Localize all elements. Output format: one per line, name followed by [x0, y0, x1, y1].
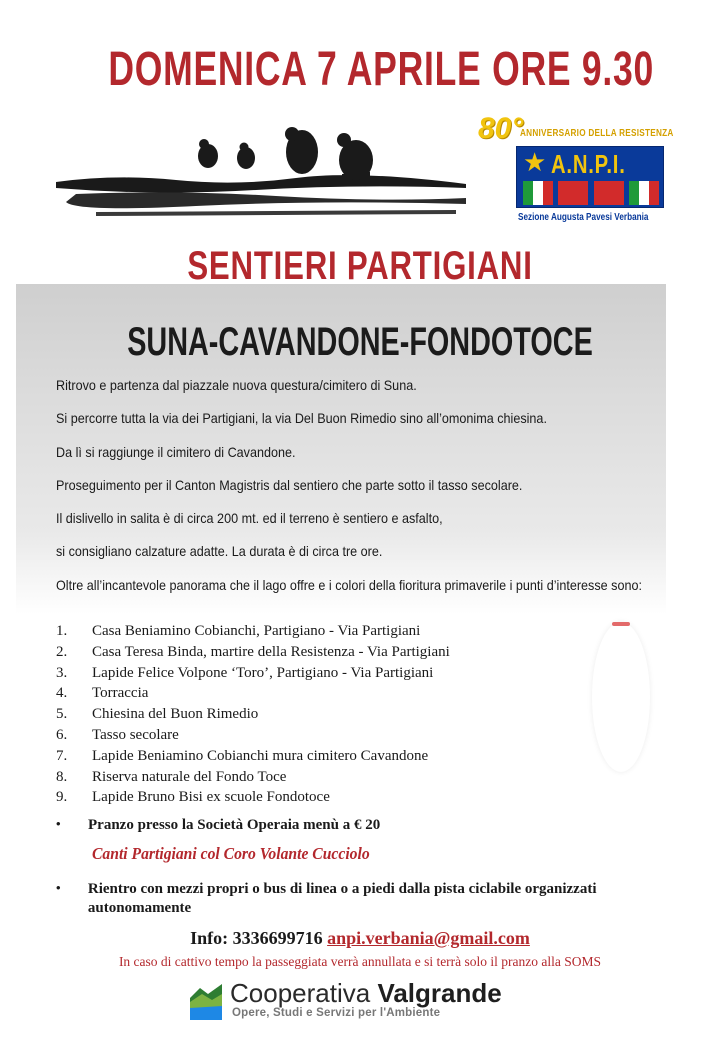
list-item: 7. Lapide Beniamino Cobianchi mura cimitero Cavandone — [56, 747, 429, 764]
event-title: SENTIERI PARTIGIANI — [187, 244, 533, 288]
anpi-name: A.N.P.I. — [551, 149, 626, 179]
anpi-badge — [516, 146, 664, 208]
anniversary-text: ANNIVERSARIO DELLA RESISTENZA — [520, 128, 674, 139]
paragraph-cemetery: Da lì si raggiunge il cimitero di Cavandone. — [56, 444, 296, 460]
anniversary-number: 80° — [478, 112, 524, 145]
list-item: 1. Casa Beniamino Cobianchi, Partigiano - Via Partigiani — [56, 623, 421, 639]
route-title: SUNA-CAVANDONE-FONDOTOCE — [127, 320, 593, 364]
list-item: 5. Chiesina del Buon Rimedio — [56, 706, 259, 723]
anpi-logo — [472, 112, 672, 228]
paragraph-route: Si percorre tutta la via dei Partigiani, la via Del Buon Rimedio sino all’omonima chiesina. — [56, 410, 547, 426]
partisans-silhouette-image — [56, 124, 466, 224]
sponsor-name: Cooperativa Valgrande — [230, 978, 502, 1008]
blurred-overlay — [592, 622, 650, 772]
list-item: 4. Torraccia — [56, 685, 149, 702]
event-date-headline: DOMENICA 7 APRILE ORE 9.30 — [108, 43, 654, 96]
star-icon: ★ — [523, 147, 547, 177]
list-item: 9. Lapide Bruno Bisi ex scuole Fondotoce — [56, 789, 330, 806]
paragraph-duration: si consigliano calzature adatte. La durata è di circa tre ore. — [56, 543, 383, 559]
anpi-section: Sezione Augusta Pavesi Verbania — [518, 212, 649, 223]
italian-flags-icon — [523, 181, 659, 205]
choir-note: Canti Partigiani col Coro Volante Cucciolo — [92, 844, 370, 863]
mountain-logo-icon — [190, 980, 222, 1020]
list-item: 2. Casa Teresa Binda, martire della Resistenza - Via Partigiani — [56, 643, 450, 660]
list-item: 6. Tasso secolare — [56, 726, 179, 743]
info-label: Info: — [190, 928, 229, 948]
points-of-interest-list — [56, 621, 596, 808]
weather-note: In caso di cattivo tempo la passeggiata verrà annullata e si terrà solo il pranzo alla SOMS — [118, 954, 602, 969]
contact-info — [0, 928, 720, 949]
sponsor-logo — [190, 976, 530, 1024]
list-item: 8. Riserva naturale del Fondo Toce — [56, 768, 287, 785]
paragraph-elevation: Il dislivello in salita è di circa 200 mt. ed il terreno è sentiero e asfalto, — [56, 510, 443, 526]
paragraph-points-intro: Oltre all’incantevole panorama che il lago offre e i colori della fioritura primaverile i punti d’interesse sono: — [56, 577, 642, 593]
paragraph-meeting: Ritrovo e partenza dal piazzale nuova questura/cimitero di Suna. — [56, 377, 417, 393]
email-link[interactable]: anpi.verbania@gmail.com — [327, 928, 530, 948]
sponsor-tagline: Opere, Studi e Servizi per l'Ambiente — [232, 1007, 441, 1019]
phone-number: 3336699716 — [232, 928, 323, 948]
return-bullet: • Rientro con mezzi propri o bus di linea o a piedi dalla pista ciclabile organizzati autonomamente — [56, 880, 597, 916]
lunch-bullet: • Pranzo presso la Società Operaia menù a € 20 — [56, 816, 381, 833]
list-item: 3. Lapide Felice Volpone ‘Toro’, Partigiano - Via Partigiani — [56, 664, 434, 681]
paragraph-canton: Proseguimento per il Canton Magistris dal sentiero che parte sotto il tasso secolare. — [56, 477, 523, 493]
